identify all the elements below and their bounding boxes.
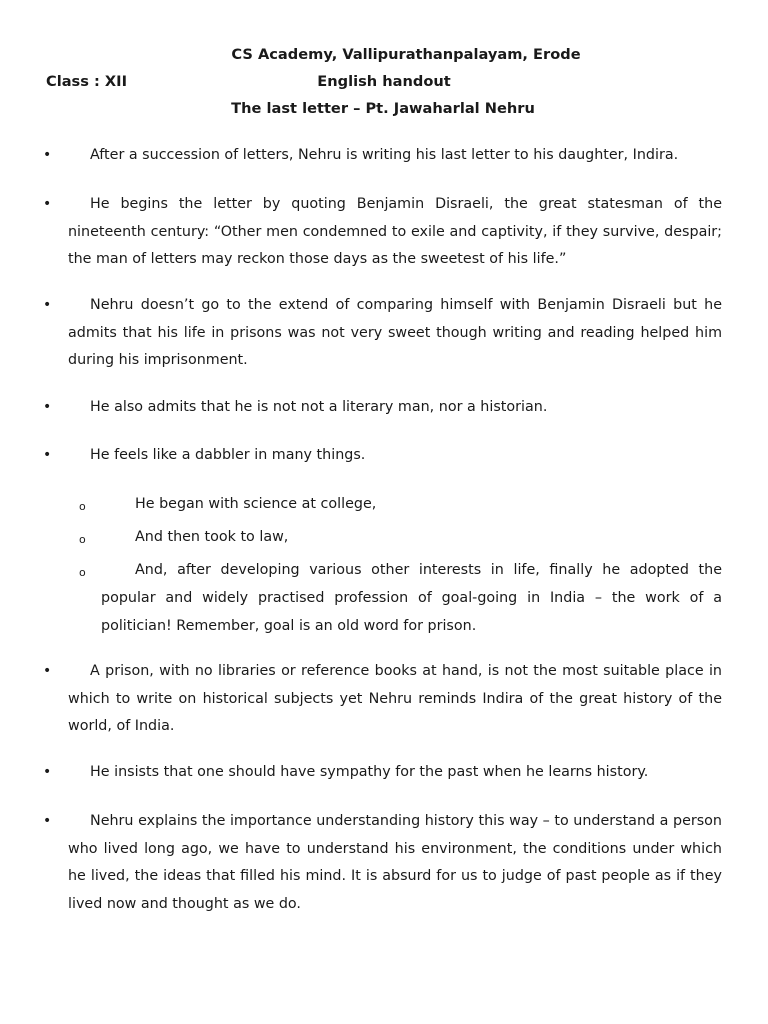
list-item-text: He begins the letter by quoting Benjamin Disraeli, the great statesman of the nineteenth century: “Other men condemned to exile and captivity, if they survive, despair; the man of letters may reckon those days as the sweetest of his life.” xyxy=(68,196,722,268)
list-item-text: After a succession of letters, Nehru is writing his last letter to his daughter, Indira. xyxy=(90,147,679,163)
bullet-icon: • xyxy=(43,447,52,463)
list-item-text: A prison, with no libraries or reference books at hand, is not the most suitable place in which to write on historical subjects yet Nehru reminds Indira of the great history of the world, of India. xyxy=(68,663,722,735)
class-label: Class : XII xyxy=(46,73,128,90)
list-item-text: He feels like a dabbler in many things. xyxy=(90,447,366,463)
bullet-icon: • xyxy=(43,764,52,780)
sub-list-item xyxy=(79,556,722,640)
bullet-icon: • xyxy=(43,813,52,829)
list-item-text: Nehru doesn’t go to the extend of comparing himself with Benjamin Disraeli but he admits that his life in prisons was not very sweet though writing and reading helped him during his imprisonment. xyxy=(68,297,722,369)
list-item xyxy=(43,191,722,274)
list-item xyxy=(43,759,722,787)
list-item xyxy=(43,658,722,741)
bullet-icon: • xyxy=(43,147,52,163)
list-item xyxy=(43,142,722,170)
list-item-text: He insists that one should have sympathy for the past when he learns history. xyxy=(90,764,649,780)
sub-list-item-text: And then took to law, xyxy=(135,529,289,545)
list-item-text: Nehru explains the importance understanding history this way – to understand a person who lived long ago, we have to understand his environment, the conditions under which he lived, the ideas that filled his mind. It is absurd for us to judge of past people as if they lived now and thought as we do. xyxy=(68,813,722,912)
subject-heading: English handout xyxy=(317,73,451,90)
bullet-icon: • xyxy=(43,196,52,212)
sub-list-item xyxy=(79,523,722,551)
institution-heading: CS Academy, Vallipurathanpalayam, Erode xyxy=(231,46,581,63)
document-title: The last letter – Pt. Jawaharlal Nehru xyxy=(231,100,535,117)
bullet-icon: • xyxy=(43,663,52,679)
circle-bullet-icon: o xyxy=(79,533,86,546)
sub-list-item xyxy=(79,490,722,518)
list-item xyxy=(43,394,722,422)
list-item xyxy=(43,442,722,470)
circle-bullet-icon: o xyxy=(79,566,86,579)
bullet-icon: • xyxy=(43,399,52,415)
list-item xyxy=(43,292,722,375)
sub-list-item-text: And, after developing various other interests in life, finally he adopted the popular and widely practised profession of goal-going in India – the work of a politician! Remember, goal is an old word for prison. xyxy=(101,562,722,634)
list-item-text: He also admits that he is not not a literary man, nor a historian. xyxy=(90,399,548,415)
bullet-icon: • xyxy=(43,297,52,313)
list-item xyxy=(43,808,722,918)
circle-bullet-icon: o xyxy=(79,500,86,513)
sub-list-item-text: He began with science at college, xyxy=(135,496,377,512)
